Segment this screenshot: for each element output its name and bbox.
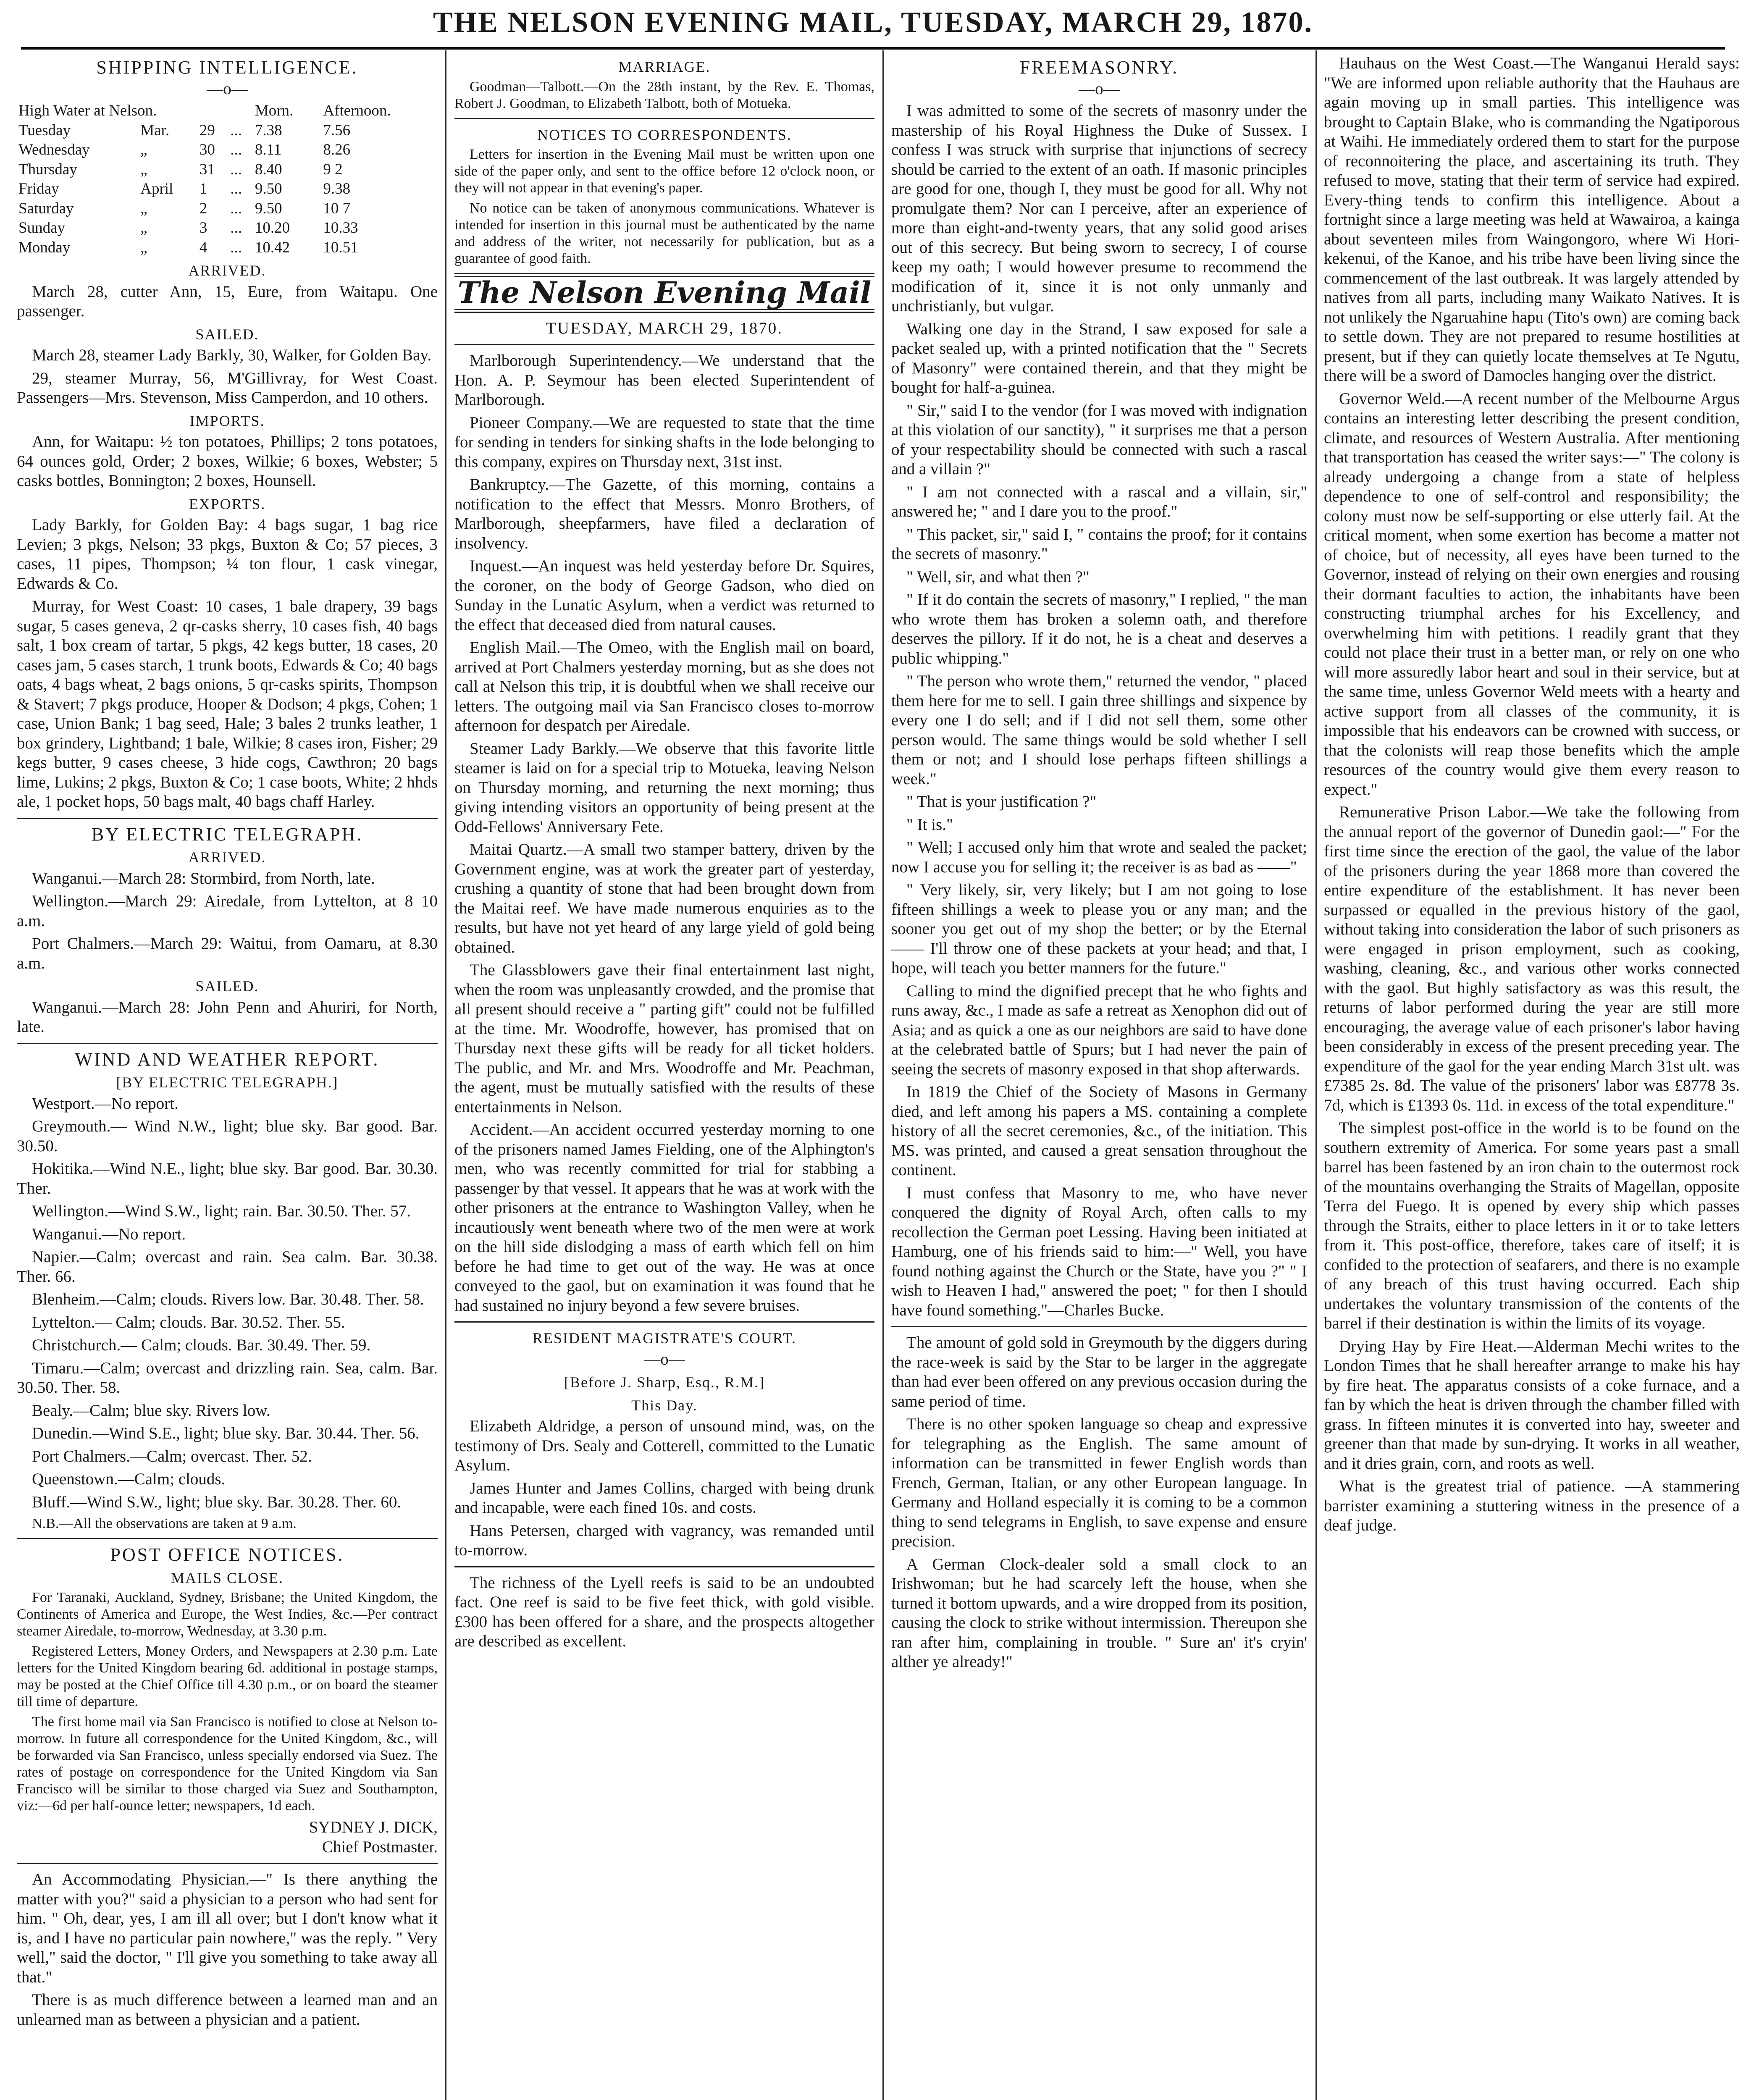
paragraph: Ann, for Waitapu: ½ ton potatoes, Phillips; 2 tons potatoes, 64 ounces gold, Order; 2 boxes, Wilkie; 6 boxes, Webster; 5 casks bottles, Bonnington; 2 boxes, Hounsell. [17, 433, 438, 490]
paragraph: The simplest post-office in the world is to be found on the southern extremity of America. For some years past a small barrel has been fastened by an iron chain to the outermost rock of the mountains overhanging the Straits of Magellan, opposite Terra del Fuego. It is opened by every ship which passes through the Straits, either to place letters in it or to take letters from it. This post-office, therefore, takes care of itself; it is confided to the protection of seafarers, and there is no example of any breach of this trust having occurred. Each ship undertakes the voluntary transmission of the contents of the barrel if their destination is within the limits of its voyage. [1324, 1119, 1740, 1332]
shipping-heading: SHIPPING INTELLIGENCE. [96, 57, 358, 78]
paragraph: Murray, for West Coast: 10 cases, 1 bale drapery, 39 bags sugar, 5 cases geneva, 2 qr-casks sherry, 10 cases fish, 40 bags salt, 1 box cream of tartar, 5 pkgs, 42 kegs butter, 18 cases, 20 cases jam, 5 cases starch, 1 trunk boots, Edwards & Co; 40 bags oats, 4 bags wheat, 2 bags onions, 5 qr-casks spirits, Thompson & Stavert; 7 pkgs produce, Hooper & Dodson; 4 pkgs, Cohen; 1 case, Union Bank; 1 bag seed, Hale; 3 bales 2 trunks leather, 1 box grindery, Lightband; 1 bale, Wilkie; 8 cases iron, Fisher; 29 kegs butter, 9 cases cheese, 3 hide cogs, Cawthron; 20 bags lime, Lukins; 2 pkgs, Buxton & Co; 1 case boots, White; 2 hhds ale, 1 pocket hops, 50 bags malt, 40 bags chaff Harley. [17, 597, 438, 811]
weather-heading: WIND AND WEATHER REPORT. [75, 1049, 380, 1070]
paragraph: The amount of gold sold in Greymouth by the diggers during the race-week is said by the Star to be larger in the aggregate than had ever been offered on any previous occasion during the same period of time. [891, 1334, 1307, 1410]
weather-line: Greymouth.— Wind N.W., light; blue sky. Bar good. Bar. 30.50. [17, 1117, 438, 1155]
weather-line: Timaru.—Calm; overcast and drizzling rain. Sea, calm. Bar. 30.50. Ther. 58. [17, 1359, 438, 1396]
news-item: The Glassblowers gave their final entertainment last night, when the room was unpleasantly crowded, and the promise that all present should receive a " parting gift" could not be fulfilled at the time. Mr. Woodroffe, however, has promised that on Thursday next these gifts will be ready for all ticket holders. The public, and Mr. and Mrs. Woodroffe and Mr. Peachman, the agent, must be mutually satisfied with the results of these entertainments in Nelson. [454, 961, 874, 1116]
paragraph: Remunerative Prison Labor.—We take the following from the annual report of the governor of Dunedin gaol:—" For the first time since the erection of the gaol, the value of the labor of the prisoners during the year 1868 more than covered the entire expenditure of the establishment. It has never been surpassed or equalled in the previous history of the gaol, without taking into consideration the labor of such prisoners as were engaged in prison employment, such as cooking, washing, cleaning, &c., and various other works connected with the gaol. But highly satisfactory as was this result, the returns of labor performed during the year are still more encouraging, the average value of each prisoner's labor having been considerably in excess of the present preceding year. The expenditure of the gaol for the year ending March 31st ult. was £7385 2s. 8d. The value of the prisoners' labor was £8778 3s. 7d, which is £1393 0s. 11d. in excess of the total expenditure." [1324, 803, 1740, 1114]
paragraph: " Well, sir, and what then ?" [906, 567, 1090, 586]
paragraph: The richness of the Lyell reefs is said to be an undoubted fact. One reef is said to be five feet thick, with gold visible. £300 has been offered for a share, and the prospects altogether are described as excellent. [454, 1573, 874, 1650]
weather-line: Hokitika.—Wind N.E., light; blue sky. Bar good. Bar. 30.30. Ther. [17, 1160, 438, 1197]
paragraph: Goodman—Talbott.—On the 28th instant, by the Rev. E. Thomas, Robert J. Goodman, to Elizabeth Talbott, both of Motueka. [454, 79, 874, 111]
tide-row: Sunday „ 3 ... 10.20 10.33 [18, 219, 358, 236]
weather-line: Bealy.—Calm; blue sky. Rivers low. [32, 1401, 270, 1420]
paragraph: 29, steamer Murray, 56, M'Gillivray, for West Coast. Passengers—Mrs. Stevenson, Miss Camperdon, and 10 others. [17, 369, 438, 407]
subheading: ARRIVED. [188, 849, 266, 866]
paragraph: " Sir," said I to the vendor (for I was moved with indignation at this violation of our sanctity), " it surprises me that a person of your respectability should be connected with such a rascal and a villain ?" [891, 401, 1307, 478]
paragraph: " The person who wrote them," returned the vendor, " placed them here for me to sell. I gain three shillings and sixpence by every one I do sell; and if I did not sell them, some other person would. The same things would be sold whether I sell them or not; and I should lose perhaps fifteen shillings a week." [891, 672, 1307, 788]
subheading: ARRIVED. [188, 262, 266, 279]
paper-title: The Nelson Evening Mail [457, 275, 872, 310]
paragraph: " That is your justification ?" [906, 793, 1097, 811]
paragraph: March 28, cutter Ann, 15, Eure, from Waitapu. One passenger. [17, 282, 438, 320]
paragraph: I must confess that Masonry to me, who have never conquered the dignity of Royal Arch, often calls to my recollection the German poet Lessing. Having been initiated at Hamburg, one of his friends said to him:—" Well, you have found nothing against the Church or the State, have you ?" " I wish to Heaven I had," answered the poet; " for then I should have found something."—Charles Bucke. [891, 1184, 1307, 1319]
signature: SYDNEY J. DICK, [309, 1818, 438, 1836]
paragraph: There is as much difference between a learned man and an unlearned man as between a physician and a patient. [17, 1991, 438, 2029]
column-1 [17, 54, 438, 2100]
column-3 [891, 54, 1307, 2100]
tide-row: Monday „ 4 ... 10.42 10.51 [18, 239, 358, 256]
marriage-heading: MARRIAGE. [618, 58, 711, 75]
weather-line: Dunedin.—Wind S.E., light; blue sky. Bar. 30.44. Ther. 56. [32, 1424, 420, 1442]
subheading: SAILED. [195, 978, 259, 995]
court-day: This Day. [631, 1396, 698, 1414]
news-item: Marlborough Superintendency.—We understand that the Hon. A. P. Seymour has been elected Superintendent of Marlborough. [454, 352, 874, 409]
ornament: —o— [1079, 79, 1120, 98]
freemasonry-heading: FREEMASONRY. [1019, 57, 1179, 78]
paragraph: Wanganui.—March 28: Stormbird, from North, late. [32, 869, 375, 887]
weather-line: Napier.—Calm; overcast and rain. Sea calm. Bar. 30.38. Ther. 66. [17, 1248, 438, 1286]
divider [454, 344, 874, 345]
weather-line: Lyttelton.— Calm; clouds. Bar. 30.52. Ther. 55. [32, 1313, 345, 1331]
paragraph: Wanganui.—March 28: John Penn and Ahuriri, for North, late. [17, 998, 438, 1036]
paragraph: Port Chalmers.—March 29: Waitui, from Oamaru, at 8.30 a.m. [17, 934, 438, 972]
tide-row: Wednesday „ 30 ... 8.11 8.26 [18, 141, 351, 158]
paragraph: Drying Hay by Fire Heat.—Alderman Mechi writes to the London Times that he shall hereafter arrange to make his hay by fire heat. The apparatus consists of a coke furnace, and a fan by which the heat is driven through the chamber filled with grass. In fifteen minutes it is converted into hay, sweeter and greener than that made by sun-drying. It works in all weather, and it dries grain, corn, and roots as well. [1324, 1337, 1740, 1473]
weather-note: N.B.—All the observations are taken at 9 a.m. [32, 1516, 297, 1531]
paragraph: Walking one day in the Strand, I saw exposed for sale a packet sealed up, with a printed notification that the " Secrets of Masonry" were contained therein, and that they might be bought for half-a-guinea. [891, 320, 1307, 396]
paragraph: Hauhaus on the West Coast.—The Wanganui Herald says: "We are informed upon reliable authority that the Hauhaus are again moving up in small parties. This intelligence was brought to Captain Blake, who is commanding the Ngatiporous at Waihi. He immediately ordered them to start for the purpose of reconnoitering the place, and ascertaining its truth. They refused to move, stating that their term of service had expired. Every-thing tends to confirm this intelligence. About a fortnight since a large meeting was held at Wawairoa, a kainga about seventeen miles from Waingongoro, where Wi Hori-kekenui, of the Kanoe, and his tribe have been living since the commencement of the last outbreak. It was largely attended by natives from all parts, including many Waikato Natives. It is not unlikely the Ngaruahine hapu (Tito's own) are coming back to settle down. They are not prepared to resume hostilities at present, but if they can quietly locate themselves at Te Ngutu, there will be a sword of Damocles hanging over the district. [1324, 54, 1740, 385]
column-2 [454, 54, 874, 2100]
notices-heading: NOTICES TO CORRESPONDENTS. [537, 126, 792, 143]
post-heading: POST OFFICE NOTICES. [110, 1544, 344, 1565]
column-divider [882, 50, 884, 2100]
news-item: Inquest.—An inquest was held yesterday before Dr. Squires, the coroner, on the body of George Gadson, who died on Sunday in the Lunatic Asylum, when a verdict was returned to the effect that deceased died from natural causes. [454, 557, 874, 634]
tide-head: Afternoon. [323, 102, 391, 119]
subheading: EXPORTS. [189, 495, 266, 512]
paragraph: There is no other spoken language so cheap and expressive for telegraphing as the English. The same amount of information can be transmitted in fewer English words than French, German, Italian, or any other European language. In Germany and Holland especially it is coming to be a common thing to send telegrams in English, to save expense and ensure precision. [891, 1415, 1307, 1550]
column-divider [1315, 50, 1317, 2100]
paragraph: Letters for insertion in the Evening Mail must be written upon one side of the paper only, and sent to the office before 12 o'clock noon, or they will not appear in that evening's paper. [454, 147, 874, 196]
paper-date: TUESDAY, MARCH 29, 1870. [546, 319, 783, 337]
paragraph: Hans Petersen, charged with vagrancy, was remanded until to-morrow. [454, 1521, 874, 1559]
paragraph: Calling to mind the dignified precept that he who fights and runs away, &c., I made as safe a retreat as Xenophon did out of Asia; and as quick a one as our neighbors are said to have done at the celebrated battle of Spurs; but I had never the pain of seeing the secrets of masonry exposed in that shop afterwards. [891, 982, 1307, 1078]
tide-row: Friday April 1 ... 9.50 9.38 [18, 180, 351, 197]
paragraph: What is the greatest trial of patience. —A stammering barrister examining a stuttering witness in the presence of a deaf judge. [1324, 1477, 1740, 1534]
subheading: IMPORTS. [189, 412, 265, 429]
paragraph: " Very likely, sir, very likely; but I am not going to lose fifteen shillings a week to please you or any man; and the sooner you get out of my shop the better; or by the Eternal —— I'll throw one of these packets at your head; and that, I hope, will teach you better manners for the future." [891, 881, 1307, 977]
subheading: MAILS CLOSE. [171, 1569, 284, 1586]
court-heading: RESIDENT MAGISTRATE'S COURT. [532, 1330, 797, 1347]
weather-line: Wanganui.—No report. [32, 1225, 186, 1243]
paragraph: An Accommodating Physician.—" Is there anything the matter with you?" said a physician to a person who had sent for him. " Oh, dear, yes, I am ill all over; but I don't know what it is, and I have no particular pain nowhere," was the reply. " Very well," said the doctor, " I'll give you something to take away all that." [17, 1870, 438, 1986]
divider [17, 1538, 438, 1539]
signature-title: Chief Postmaster. [322, 1838, 438, 1856]
paragraph: " Well; I accused only him that wrote and sealed the packet; now I accuse you for selling it; the receiver is as bad as ——" [891, 838, 1307, 876]
paragraph: Lady Barkly, for Golden Bay: 4 bags sugar, 1 bag rice Levien; 3 pkgs, Nelson; 33 pkgs, Buxton & Co; 57 pieces, 3 cases, 11 pipes, Thompson; ¼ ton flour, 1 cask vinegar, Edwards & Co. [17, 516, 438, 593]
weather-line: Christchurch.— Calm; clouds. Bar. 30.49. Ther. 59. [32, 1336, 371, 1354]
weather-line: Wellington.—Wind S.W., light; rain. Bar. 30.50. Ther. 57. [32, 1202, 411, 1220]
paragraph: For Taranaki, Auckland, Sydney, Brisbane; the United Kingdom, the Continents of America and Europe, the West Indies, &c.—Per contract steamer Airedale, to-morrow, Wednesday, at 3.30 p.m. [17, 1590, 438, 1639]
weather-line: Westport.—No report. [32, 1094, 179, 1113]
paragraph: No notice can be taken of anonymous communications. Whatever is intended for insertion in this journal must be authenticated by the name and address of the writer, not necessarily for publication, but as a guarantee of good faith. [454, 200, 874, 266]
paragraph: " It is." [906, 815, 953, 834]
tide-row: Tuesday Mar. 29 ... 7.38 7.56 [18, 121, 351, 139]
column-divider [445, 50, 446, 2100]
paragraph: The first home mail via San Francisco is notified to close at Nelson to-morrow. In future all correspondence for the United Kingdom, &c., will be forwarded via San Francisco, unless specially endorsed via Suez. The rates of postage on correspondence for the United Kingdom via San Francisco will be similar to those charged via Suez and Southampton, viz:—6d per half-ounce letter; newspapers, 1d each. [17, 1714, 438, 1814]
paragraph: " If it do contain the secrets of masonry," I replied, " the man who wrote them has broken a solemn oath, and therefore deserves the pillory. If it do not, he is a cheat and deserves a public whipping." [891, 591, 1307, 667]
divider [17, 1043, 438, 1044]
paragraph: In 1819 the Chief of the Society of Masons in Germany died, and left among his papers a MS. containing a complete history of all the secret ceremonies, &c., of the initiation. This MS. was printed, and caused a great sensation throughout the continent. [891, 1083, 1307, 1179]
ornament: —o— [644, 1350, 685, 1368]
paragraph: I was admitted to some of the secrets of masonry under the mastership of his Royal Highness the Duke of Sussex. I confess I was struck with surprise that injunctions of secrecy should be carried to the extent of an oath. If masonic principles are good for one, though I, they must be good for all. Why not promulgate them? Nor can I perceive, after an experience of more than eight-and-twenty years, that any solid good arises out of this secrecy. But being sworn to secrecy, I of course keep my oath; I would however presume to recommend the modification of it, since it is not only unmanly and unchristianly, but vulgar. [891, 102, 1307, 315]
subheading: [BY ELECTRIC TELEGRAPH.] [116, 1074, 339, 1091]
paragraph: " I am not connected with a rascal and a villain, sir," answered he; " and I dare you to the proof." [891, 483, 1307, 520]
ornament: —o— [207, 79, 248, 98]
news-item: Bankruptcy.—The Gazette, of this morning, contains a notification to the effect that Messrs. Monro Brothers, of Marlborough, sheepfarmers, have filed a declaration of insolvency. [454, 475, 874, 552]
news-item: Steamer Lady Barkly.—We observe that this favorite little steamer is laid on for a special trip to Motueka, leaving Nelson on Thursday morning, and returning the next morning; thus giving intending visitors an opportunity of being present at the Odd-Fellows' Anniversary Fete. [454, 739, 874, 836]
divider [454, 1321, 874, 1323]
weather-line: Blenheim.—Calm; clouds. Rivers low. Bar. 30.48. Ther. 58. [32, 1290, 424, 1308]
masthead-rule [21, 47, 1725, 50]
news-item: English Mail.—The Omeo, with the English mail on board, arrived at Port Chalmers yesterday morning, but as she does not call at Nelson this trip, it is doubtful when we shall receive our letters. The outgoing mail via San Francisco closes to-morrow afternoon for despatch per Airedale. [454, 638, 874, 735]
tide-head: Morn. [255, 102, 294, 119]
paragraph: Governor Weld.—A recent number of the Melbourne Argus contains an interesting letter describing the present condition, climate, and resources of Western Australia. After mentioning that transportation has ceased the writer says:—" The colony is already undergoing a change from a state of helpless dependence to one of self-control and responsibility; the colony must now be self-supporting or else utterly fail. At the critical moment, when some exertion has become a matter not of choice, but of necessity, all eyes have been turned to the Governor, instead of relying on their own energies and rousing their dormant faculties to action, the inhabitants have been constructing triumphal arches for his Excellency, and overwhelming him with petitions. I readily grant that they could not place their trust in a better man, or rely on one who will more assuredly labor heart and soul in their service, but at the same time, unless Governor Weld meets with a hearty and active support from all classes of the community, it is impossible that his endeavors can be crowned with success, or that the colonists will reap those benefits which the ample resources of the country would give them every reason to expect." [1324, 389, 1740, 798]
subheading: SAILED. [195, 326, 259, 343]
divider [17, 818, 438, 819]
court-sub: [Before J. Sharp, Esq., R.M.] [564, 1374, 765, 1391]
paragraph: March 28, steamer Lady Barkly, 30, Walker, for Golden Bay. [32, 346, 432, 364]
weather-line: Port Chalmers.—Calm; overcast. Ther. 52. [32, 1447, 312, 1465]
paragraph: " This packet, sir," said I, " contains the proof; for it contains the secrets of masonry." [891, 525, 1307, 563]
divider [891, 1326, 1307, 1327]
tide-row: Thursday „ 31 ... 8.40 9 2 [18, 160, 343, 178]
paragraph: Elizabeth Aldridge, a person of unsound mind, was, on the testimony of Drs. Sealy and Cotterell, committed to the Lunatic Asylum. [454, 1417, 874, 1474]
news-item: Maitai Quartz.—A small two stamper battery, driven by the Government engine, was at work the greater part of yesterday, crushing a quantity of stone that had been brought down from the Maitai reef. We have made numerous enquiries as to the results, but have not yet heard of any large yield of gold being obtained. [454, 840, 874, 956]
paragraph: Registered Letters, Money Orders, and Newspapers at 2.30 p.m. Late letters for the United Kingdom bearing 6d. additional in postage stamps, may be posted at the Chief Office till 4.30 p.m., or on board the steamer till time of departure. [17, 1643, 438, 1709]
masthead: THE NELSON EVENING MAIL, TUESDAY, MARCH 29, 1870. [433, 6, 1313, 39]
weather-line: Bluff.—Wind S.W., light; blue sky. Bar. 30.28. Ther. 60. [32, 1493, 402, 1511]
paragraph: A German Clock-dealer sold a small clock to an Irishwoman; but he had scarcely left the house, when she turned it bottom upwards, and a wire dropped from its position, causing the clock to strike without intermission. Thereupon she ran after him, complaining in trouble. " Sure an' it's cryin' alther ye already!" [891, 1555, 1307, 1671]
tide-table [17, 101, 438, 257]
divider [454, 118, 874, 119]
divider [454, 1566, 874, 1567]
divider [17, 1863, 438, 1864]
tide-head: High Water at Nelson. [18, 102, 157, 119]
news-item: Pioneer Company.—We are requested to state that the time for sending in tenders for sinking shafts in the lode belonging to this company, expires on Thursday next, 31st inst. [454, 413, 874, 471]
paragraph: James Hunter and James Collins, charged with being drunk and incapable, were each fined 10s. and costs. [454, 1479, 874, 1517]
column-4 [1324, 54, 1740, 2100]
paragraph: Wellington.—March 29: Airedale, from Lyttelton, at 8 10 a.m. [17, 892, 438, 930]
news-item: Accident.—An accident occurred yesterday morning to one of the prisoners named James Fielding, one of the Alphington's men, who was recently committed for trial for stabbing a passenger by that vessel. It appears that he was at work with the other prisoners at the entrance to Washington Valley, when he incautiously went beneath where two of the men were at work on the hill side dislodging a mass of earth which fell on him before he had time to get out of the way. He was at once conveyed to the gaol, but on examination it was found that he had sustained no injury beyond a few severe bruises. [454, 1121, 874, 1315]
weather-line: Queenstown.—Calm; clouds. [32, 1470, 226, 1488]
tide-row: Saturday „ 2 ... 9.50 10 7 [18, 200, 351, 217]
telegraph-heading: BY ELECTRIC TELEGRAPH. [91, 824, 363, 845]
